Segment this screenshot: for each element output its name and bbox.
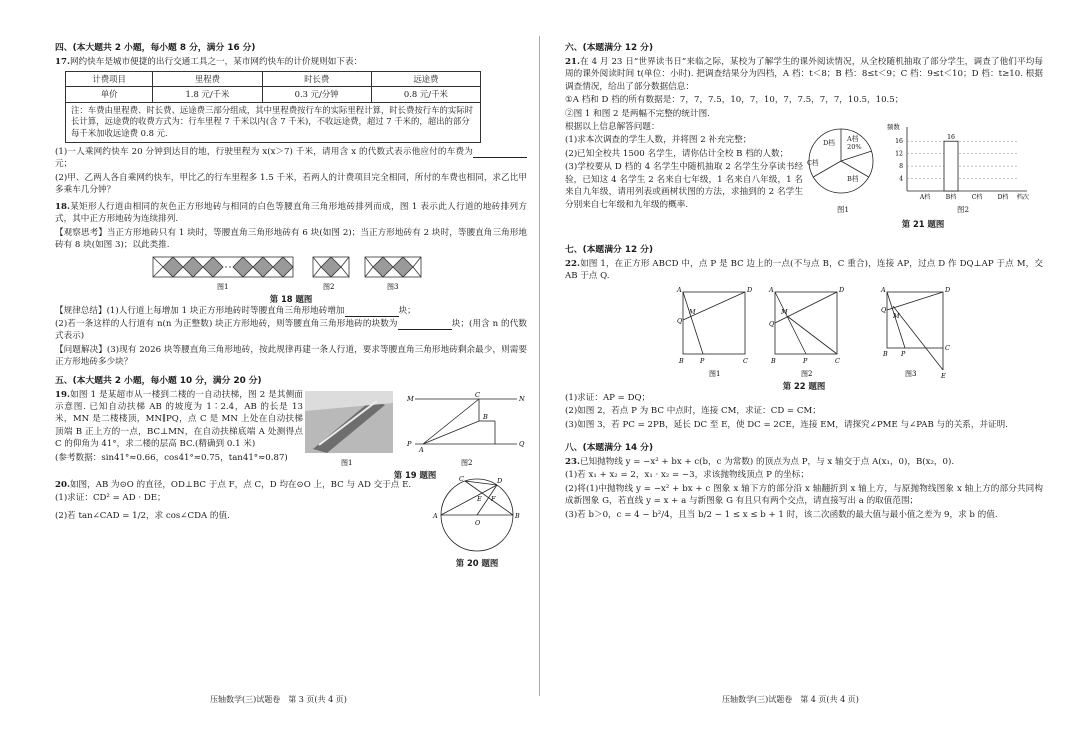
point-label: C	[459, 474, 464, 483]
point-label: E	[477, 494, 482, 503]
point-label: A	[881, 285, 886, 294]
info-1: ①A 档和 D 档的所有数据是：7，7，7.5，10，7，10，7，7.5，7，7，10.5，10.5；	[565, 95, 904, 106]
x-tick-label: B档	[945, 194, 957, 202]
question-stem: 如图 1 是某超市从一楼到二楼的一自动扶梯，图 2 是其侧面示意图. 已知自动扶梯 AB 的坡度为 1∶2.4，AB 的长是 13 米，MN 是二楼楼顶，MN∥PQ，点 C 是 MN 上处在自动扶梯顶端 B 正上方的一点，BC⊥MN，在自动扶梯底端 A 处测得点 C 的仰角为 41°，求二楼的层高 BC.(精确到 0.1 米)	[55, 389, 303, 450]
point-label: D	[497, 476, 503, 485]
observe-text: 【观察思考】当正方形地砖只有 1 块时，等腰直角三角形地砖有 6 块(如图 2)；当正方形地砖有 2 块时，等腰直角三角形地砖有 8 块(如图 3)；以此类推.	[55, 227, 527, 251]
point-label: O	[475, 518, 481, 527]
figure-caption: 第 18 题图	[269, 293, 313, 304]
pie-slice-label: A档	[847, 135, 859, 144]
tile-figures-svg	[55, 253, 525, 293]
question-22	[565, 258, 1043, 283]
info-2: ②图 1 和图 2 是两幅不完整的统计图.	[565, 108, 710, 119]
y-tick-label: 16	[895, 138, 903, 146]
table-header-cell: 远途费	[371, 72, 480, 87]
reference-data: (参考数据：sin41°≈0.66，cos41°≈0.75，tan41°≈0.87)	[55, 452, 288, 463]
question-19-stem-wrap	[55, 389, 303, 451]
question-21-part-1: (1)求本次调查的学生人数，并将图 2 补充完整；	[565, 135, 752, 146]
table-header-cell: 计费项目	[66, 72, 153, 87]
point-label: F	[491, 494, 496, 503]
question-number: 18.	[55, 201, 70, 212]
question-23-part-2: (2)将(1)中抛物线 y = −x² + bx + c 图象 x 轴下方的部分沿 x 轴翻折到 x 轴上方，与原抛物线图象 x 轴上方的部分共同构成新图象 G，若直线 y = x + a 与新图象 G 有且只有两个交点，请直接写出 a 的取值范围；	[565, 483, 1043, 507]
question-22-part-2: (2)如图 2，若点 P 为 BC 中点时，连接 CM，求证：CD = CM；	[565, 406, 821, 417]
point-label: C	[835, 356, 840, 365]
y-tick-label: 8	[899, 163, 903, 171]
point-label: D	[747, 285, 753, 294]
point-label: P	[803, 356, 808, 365]
pie-slice-label: C档	[807, 159, 819, 168]
answer-blank[interactable]	[473, 148, 527, 158]
x-tick-label: A档	[919, 194, 931, 202]
question-21-part-3: (3)学校要从 D 档的 4 名学生中随机抽取 2 名学生分享读书经验，已知这 4 名学生 2 名来自七年级，1 名来自八年级，1 名来自九年级，请用列表或画树状图的方法，求抽到的 2 名学生分别来自七年级和九年级的概率.	[565, 162, 803, 210]
question-number: 22.	[565, 258, 580, 269]
point-label: E	[941, 371, 946, 378]
fig-label: 图1	[836, 205, 850, 215]
q22-figures-svg	[565, 284, 1043, 378]
point-label: M	[407, 394, 414, 403]
question-21-body	[565, 121, 1043, 232]
point-label: Q	[519, 439, 525, 448]
pie-data-label: 20%	[847, 143, 862, 152]
figure-caption: 第 20 题图	[455, 557, 499, 568]
pie-slice-label: D档	[823, 139, 835, 148]
point-label: A	[769, 285, 774, 294]
fig-label: 图2	[801, 369, 813, 378]
point-label: C	[475, 390, 481, 399]
ask-text: 根据以上信息解答问题：	[565, 122, 660, 133]
fig-label: 图2	[461, 458, 473, 467]
tile-figures	[55, 253, 527, 305]
point-label: B	[515, 511, 520, 520]
fig-label: 图2	[323, 282, 335, 291]
point-label: D	[839, 285, 845, 294]
question-number: 17.	[55, 56, 70, 67]
exam-page-3	[55, 40, 527, 690]
point-label: M	[689, 307, 696, 316]
question-23-part-1: (1)若 x₁ + x₂ = 2，x₁ · x₂ = −3，求该抛物线顶点 P 的坐标；	[565, 470, 809, 481]
square-fig-2	[775, 292, 837, 354]
question-18	[55, 201, 527, 226]
section-heading-8: 八、(本题满分 14 分)	[565, 442, 653, 453]
point-label: P	[407, 439, 412, 448]
question-20-part-1: (1)求证：CD² = AD · DE；	[55, 492, 166, 503]
point-label: P	[700, 356, 705, 365]
bar	[944, 141, 958, 191]
point-label: B	[771, 356, 776, 365]
question-21	[565, 56, 1043, 93]
y-tick-label: 12	[895, 150, 903, 158]
section-heading-6: 六、(本题满分 12 分)	[565, 43, 653, 53]
q20-circle-figure	[427, 473, 527, 555]
figure-caption: 第 22 题图	[782, 380, 826, 391]
y-axis-label: 频数	[887, 123, 900, 132]
rule-part-2	[55, 318, 527, 343]
question-stem: 网约快车是城市便捷的出行交通工具之一，某市网约快车的计价规则如下表：	[69, 56, 363, 67]
part-text: 元；	[55, 159, 73, 170]
answer-blank[interactable]	[345, 307, 399, 317]
section-heading-5: 五、(本大题共 2 小题，每小题 10 分，满分 20 分)	[55, 375, 262, 386]
question-number: 21.	[565, 56, 580, 67]
point-label: B	[483, 412, 488, 421]
point-label: B	[883, 349, 888, 358]
table-header-cell: 时长费	[262, 72, 371, 87]
question-17	[55, 56, 527, 68]
table-cell: 0.8 元/千米	[371, 87, 480, 102]
fare-table	[65, 71, 481, 143]
x-tick-label: D档	[997, 194, 1009, 202]
tile-fig-3	[365, 257, 421, 277]
point-label: N	[519, 394, 525, 403]
question-23	[565, 456, 1043, 468]
point-label: A	[677, 285, 682, 294]
question-stem: 在 4 月 23 日“世界读书日”来临之际，某校为了解学生的课外阅读情况，从全校随机抽取了部分学生，调查了他们平均每周的课外阅读时间 t(单位：小时). 把调查结果分为四档，A 档：t＜8；B 档：8≤t＜9；C 档：9≤t＜10；D 档：t≥10. 根据调查情况，给出了部分数据信息：	[565, 56, 1043, 92]
table-cell: 0.3 元/分钟	[262, 87, 371, 102]
square-fig-3	[887, 292, 943, 370]
question-stem: 如图 1，在正方形 ABCD 中，点 P 是 BC 边上的一点(不与点 B，C 重合)，连接 AP，过点 D 作 DQ⊥AP 于点 M，交 AB 于点 Q.	[565, 258, 1043, 282]
table-cell: 单价	[66, 87, 153, 102]
figure-caption: 第 21 题图	[901, 218, 945, 229]
part-text: (1)一人乘网约快车 20 分钟到达目的地，行驶里程为 x(x＞7) 千米，请用含 x 的代数式表示他应付的车费为	[55, 146, 473, 157]
fig-label: 图3	[905, 369, 917, 378]
figure-caption: 第 19 题图	[393, 469, 437, 480]
point-label: M	[893, 311, 900, 320]
rule-part-1	[55, 305, 527, 317]
fig-label: 图3	[387, 282, 399, 291]
bar-chart	[883, 121, 1043, 205]
question-20-part-2: (2)若 tan∠CAD = 1/2，求 cos∠CDA 的值.	[55, 511, 230, 522]
table-header-cell: 里程费	[153, 72, 262, 87]
section-heading-7: 七、(本题满分 12 分)	[565, 244, 653, 255]
page-divider	[539, 36, 540, 696]
y-tick-label: 4	[899, 175, 903, 183]
fig-label: 图1	[709, 369, 721, 378]
fig-label: 图2	[956, 205, 970, 215]
point-label: Q	[769, 319, 775, 328]
point-label: A	[419, 445, 424, 454]
point-label: Q	[881, 305, 887, 314]
fig-label: 图1	[217, 282, 229, 291]
x-axis-label: 档次	[1016, 194, 1029, 202]
exam-page-4	[565, 40, 1043, 690]
square-fig-1	[683, 292, 745, 354]
page-footer-left: 压轴数学(三)试题卷 第 3 页(共 4 页)	[210, 695, 347, 704]
pie-chart	[803, 121, 883, 205]
q21-charts	[803, 121, 1043, 216]
point-label: B	[679, 356, 684, 365]
point-label: C	[743, 356, 748, 365]
tile-fig-1	[153, 257, 293, 277]
point-label: P	[901, 349, 906, 358]
fig-label: 图1	[341, 458, 353, 467]
question-stem: 某矩形人行道由相同的灰色正方形地砖与相同的白色等腰直角三角形地砖排列而成，图 1 表示此人行道的地砖排列方式，其中正方形地砖为连续排列.	[55, 201, 527, 225]
question-number: 19.	[55, 389, 70, 400]
q19-figures	[303, 389, 527, 467]
part-text: 块；(用含 n 的代数式表示)	[55, 318, 527, 342]
answer-blank[interactable]	[398, 320, 452, 330]
point-label: Q	[677, 316, 683, 325]
point-label: D	[945, 285, 951, 294]
part-text: 块；	[398, 305, 416, 316]
question-19	[55, 389, 527, 480]
part-text: 【规律总结】(1)人行道上每增加 1 块正方形地砖时等腰直角三角形地砖增加	[55, 305, 345, 316]
part-text: (2)若一条这样的人行道有 n(n 为正整数) 块正方形地砖，则等腰直角三角形地砖的块数为	[55, 318, 398, 329]
x-tick-label: C档	[971, 194, 983, 202]
table-note: 注：车费由里程费、时长费、远途费三部分组成，其中里程费按行车的实际里程计算，时长费按行车的实际时长计算，远途费的收费方式为：行车里程 7 千米以内(含 7 千米)，不收远途费，超过 7 千米的，超出的部分每千米加收远途费 0.8 元.	[66, 102, 481, 142]
question-17-part-1	[55, 146, 527, 171]
question-stem: 如图，AB 为⊙O 的直径，OD⊥BC 于点 F，点 C，D 均在⊙O 上，BC 与 AD 交于点 E.	[69, 479, 412, 490]
section-heading-4: 四、(本大题共 2 小题，每小题 8 分，满分 16 分)	[55, 43, 256, 53]
page-footer-right: 压轴数学(三)试题卷 第 4 页(共 4 页)	[722, 695, 859, 704]
question-22-part-3: (3)如图 3，若 PC = 2PB，延长 DC 至 E，使 DC = 2CE，连接 EM，请探究∠PME 与∠PAB 与的关系，并证明.	[565, 419, 1009, 430]
question-23-part-3: (3)若 b＞0，c = 4 − b²/4，且当 b/2 − 1 ≤ x ≤ b + 1 时，该二次函数的最大值与最小值之差为 9，求 b 的值.	[565, 509, 998, 520]
pie-slice-label: B档	[847, 175, 859, 184]
question-21-part-2: (2)已知全校共 1500 名学生，请你估计全校 B 档的人数；	[565, 148, 789, 159]
point-label: C	[945, 343, 950, 352]
question-17-part-2: (2)甲、乙两人各自乘网约快车，甲比乙的行车里程多 1.5 千米，若两人的计费项目完全相同，所付的车费也相同，求乙比甲多乘车几分钟？	[55, 172, 527, 196]
question-stem: 已知抛物线 y = −x² + bx + c(b，c 为常数) 的顶点为点 P，与 x 轴交于点 A(x₁，0)，B(x₂，0).	[579, 456, 955, 467]
question-number: 23.	[565, 456, 580, 467]
bar-data-label: 16	[947, 134, 955, 142]
question-22-part-1: (1)求证：AP = DQ；	[565, 392, 651, 403]
problem-solving: 【问题解决】(3)现有 2026 块等腰直角三角形地砖，按此规律再建一条人行道，要求等腰直角三角形地砖剩余最少，则需要正方形地砖多少块？	[55, 344, 527, 368]
table-cell: 1.8 元/千米	[153, 87, 262, 102]
q22-figures	[565, 284, 1043, 392]
question-number: 20.	[55, 479, 70, 490]
tile-fig-2	[313, 257, 349, 277]
point-label: M	[781, 307, 788, 316]
point-label: A	[433, 511, 438, 520]
